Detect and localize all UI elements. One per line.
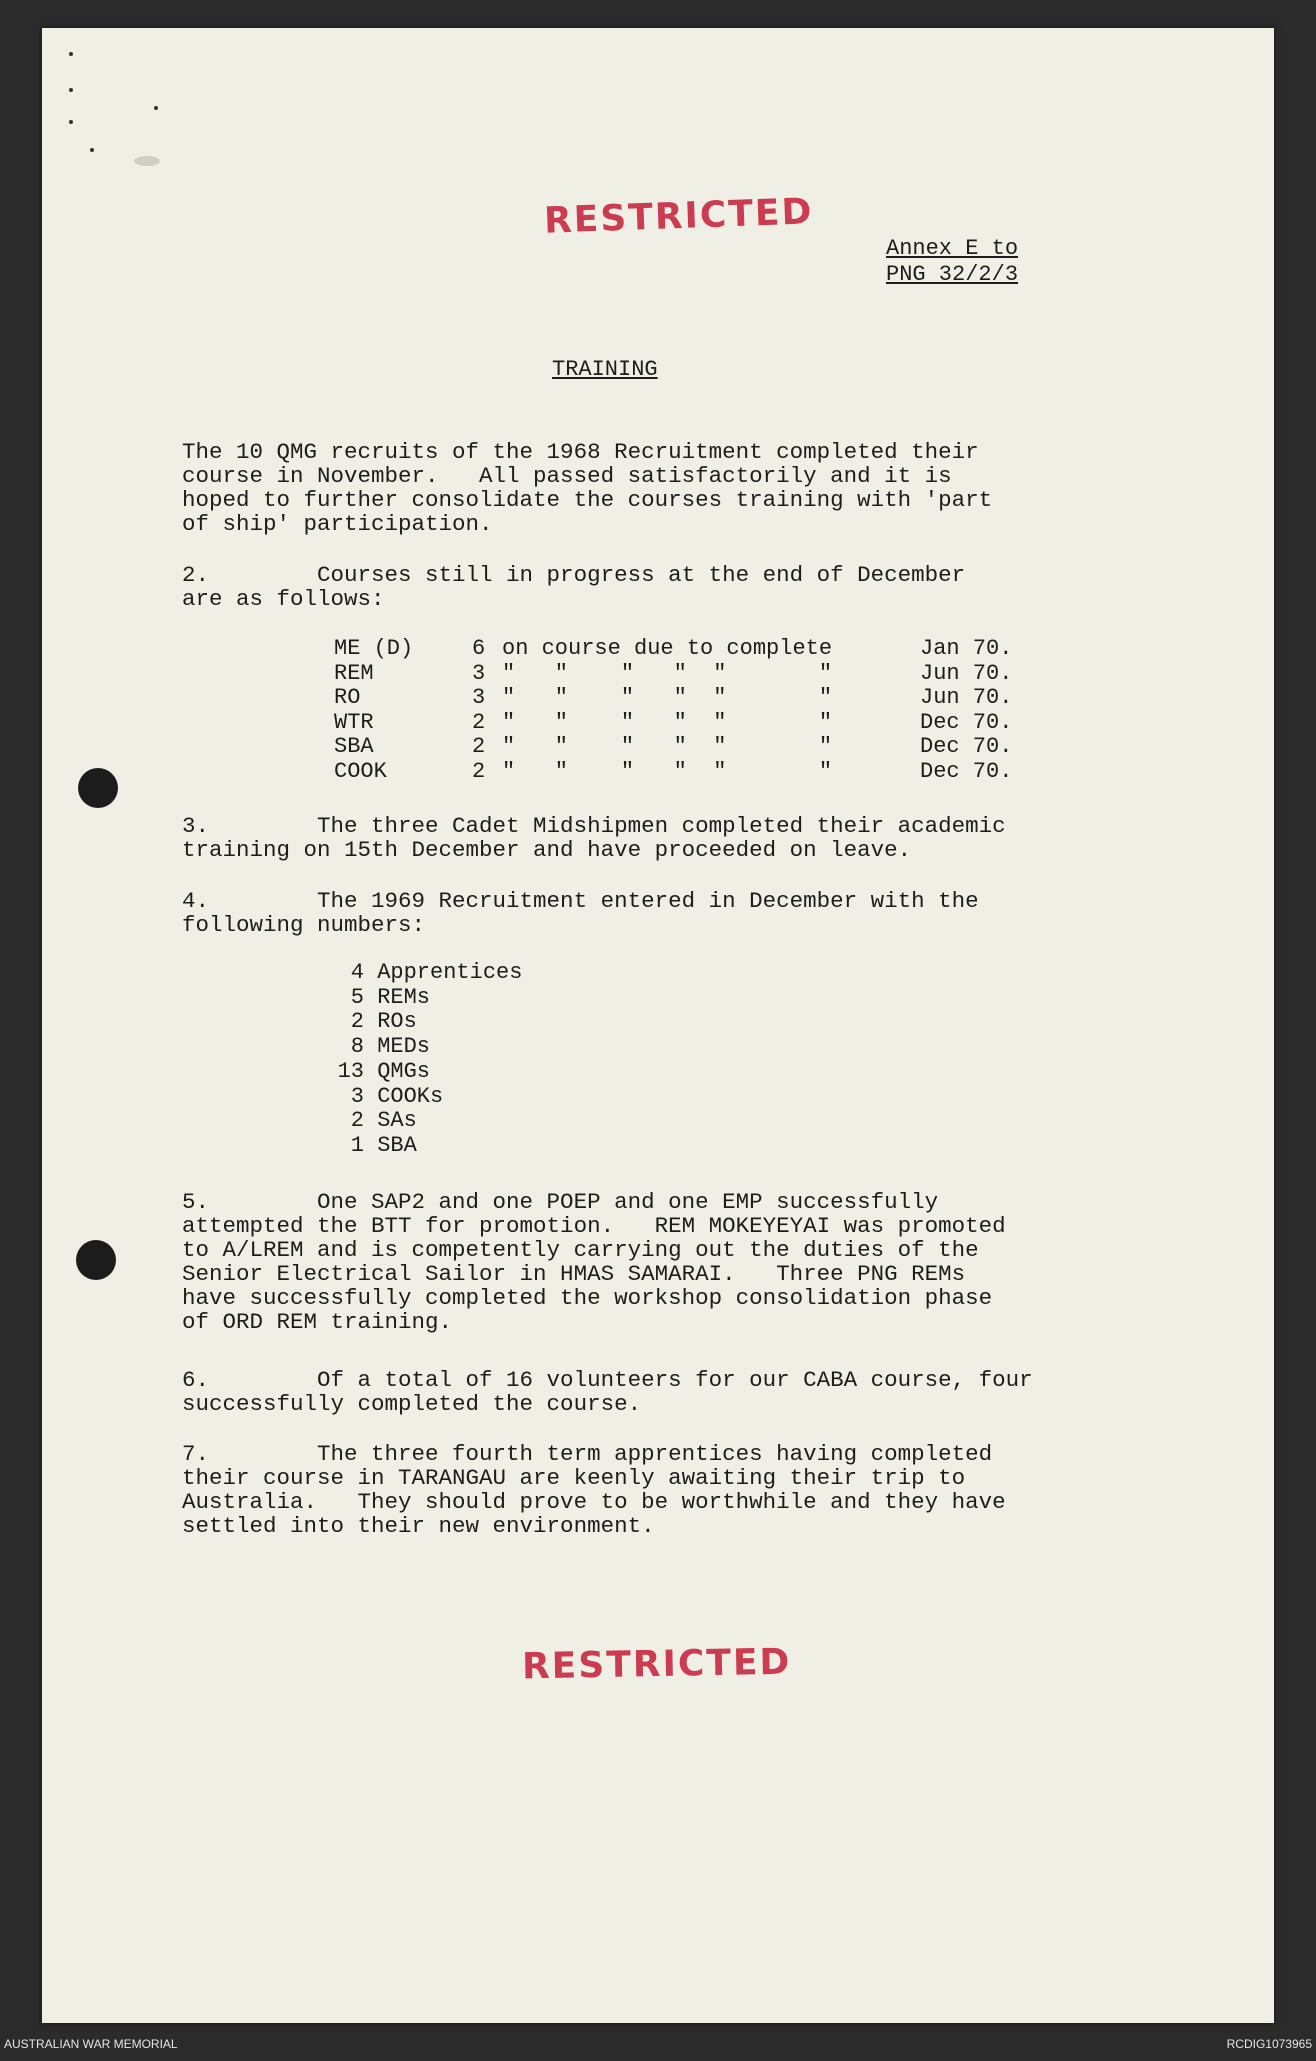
course-status: on course due to complete [502,636,833,661]
course-due: Jun 70. [920,685,1013,710]
course-status: " " " " " " [502,734,833,759]
recruit-count: 8 [350,1034,364,1060]
page-title: TRAINING [552,357,658,382]
course-name: RO [334,685,361,710]
table-row [334,735,1012,760]
recruit-count: 2 [350,1009,364,1035]
list-item [318,986,522,1011]
course-name: ME (D) [334,636,414,661]
list-item [318,961,522,986]
course-count: 2 [472,758,486,784]
list-item [318,1109,522,1134]
recruit-type: MEDs [377,1034,431,1060]
paper-scuff [134,156,160,166]
archive-reference: RCDIG1073965 [1226,2037,1312,2051]
recruit-type: COOKs [377,1083,444,1109]
table-row [334,686,1012,711]
course-due: Dec 70. [920,758,1013,784]
annex-line-2: PNG 32/2/3 [886,262,1019,287]
paragraph-7: 7. The three fourth term apprentices having completed their course in TARANGAU are keenly awaiting their trip to Australia. They should prove to be worthwhile and they have settled into their new environment. [182,1441,1006,1539]
punch-hole [76,1240,116,1280]
paper-speck [69,88,73,92]
recruit-count: 5 [350,984,364,1010]
list-item [318,1085,522,1110]
course-due: Dec 70. [920,709,1013,735]
course-name: REM [334,660,374,686]
recruit-type: REMs [377,984,431,1010]
annex-reference [886,236,1018,288]
table-row [334,662,1012,687]
paper-speck [69,52,73,56]
course-due: Dec 70. [920,734,1013,759]
courses-table [334,637,1012,784]
list-item [318,1134,522,1159]
course-name: COOK [334,758,387,784]
restricted-stamp-bottom: RESTRICTED [521,1641,792,1688]
recruit-count: 4 [350,960,364,985]
course-name: WTR [334,709,374,735]
recruit-count: 3 [350,1083,364,1109]
restricted-stamp-top: RESTRICTED [543,191,815,242]
course-name: SBA [334,734,374,759]
table-row [334,711,1012,736]
paragraph-5: 5. One SAP2 and one POEP and one EMP successfully attempted the BTT for promotion. REM MOKEYEYAI was promoted to A/LREM and is competently carrying out the duties of the Senior Electrical Sailor in HMAS SAMARAI. Three PNG REMs have successfully completed the workshop consolidation phase of ORD REM training. [182,1189,1006,1335]
table-row [334,760,1012,785]
course-count: 3 [472,685,486,710]
list-item [318,1035,522,1060]
course-status: " " " " " " [502,660,833,686]
recruit-count: 1 [350,1132,364,1158]
course-status: " " " " " " [502,709,833,735]
paper-speck [69,120,73,124]
course-due: Jun 70. [920,660,1013,686]
paper-speck [90,148,94,152]
course-count: 2 [472,709,486,735]
course-status: " " " " " " [502,685,833,710]
table-row [334,637,1012,662]
course-count: 3 [472,660,486,686]
course-count: 6 [472,636,486,661]
recruit-type: Apprentices [377,960,523,985]
paragraph-1: The 10 QMG recruits of the 1968 Recruitment completed their course in November. All passed satisfactorily and it is hoped to further consolidate the courses training with 'part of ship' participation. [182,439,993,537]
paragraph-2: 2. Courses still in progress at the end of December are as follows: [182,562,966,612]
paragraph-3: 3. The three Cadet Midshipmen completed their academic training on 15th December and have proceeded on leave. [182,813,1006,863]
paper-speck [154,106,158,110]
annex-line-1: Annex E to [886,236,1019,261]
archive-credit: AUSTRALIAN WAR MEMORIAL [4,2037,178,2051]
paragraph-4: 4. The 1969 Recruitment entered in December with the following numbers: [182,888,979,938]
punch-hole [78,768,118,808]
course-status: " " " " " " [502,758,833,784]
recruits-list [318,961,522,1159]
list-item [318,1060,522,1085]
recruit-count: 2 [350,1108,364,1134]
recruit-type: QMGs [377,1058,431,1084]
recruit-type: SAs [377,1108,417,1134]
paragraph-6: 6. Of a total of 16 volunteers for our CABA course, four successfully completed the course. [182,1367,1033,1417]
recruit-count: 13 [337,1058,364,1084]
course-count: 2 [472,734,486,759]
recruit-type: ROs [377,1009,417,1035]
recruit-type: SBA [377,1132,417,1158]
list-item [318,1010,522,1035]
document-page [42,28,1274,2023]
course-due: Jan 70. [920,636,1013,661]
